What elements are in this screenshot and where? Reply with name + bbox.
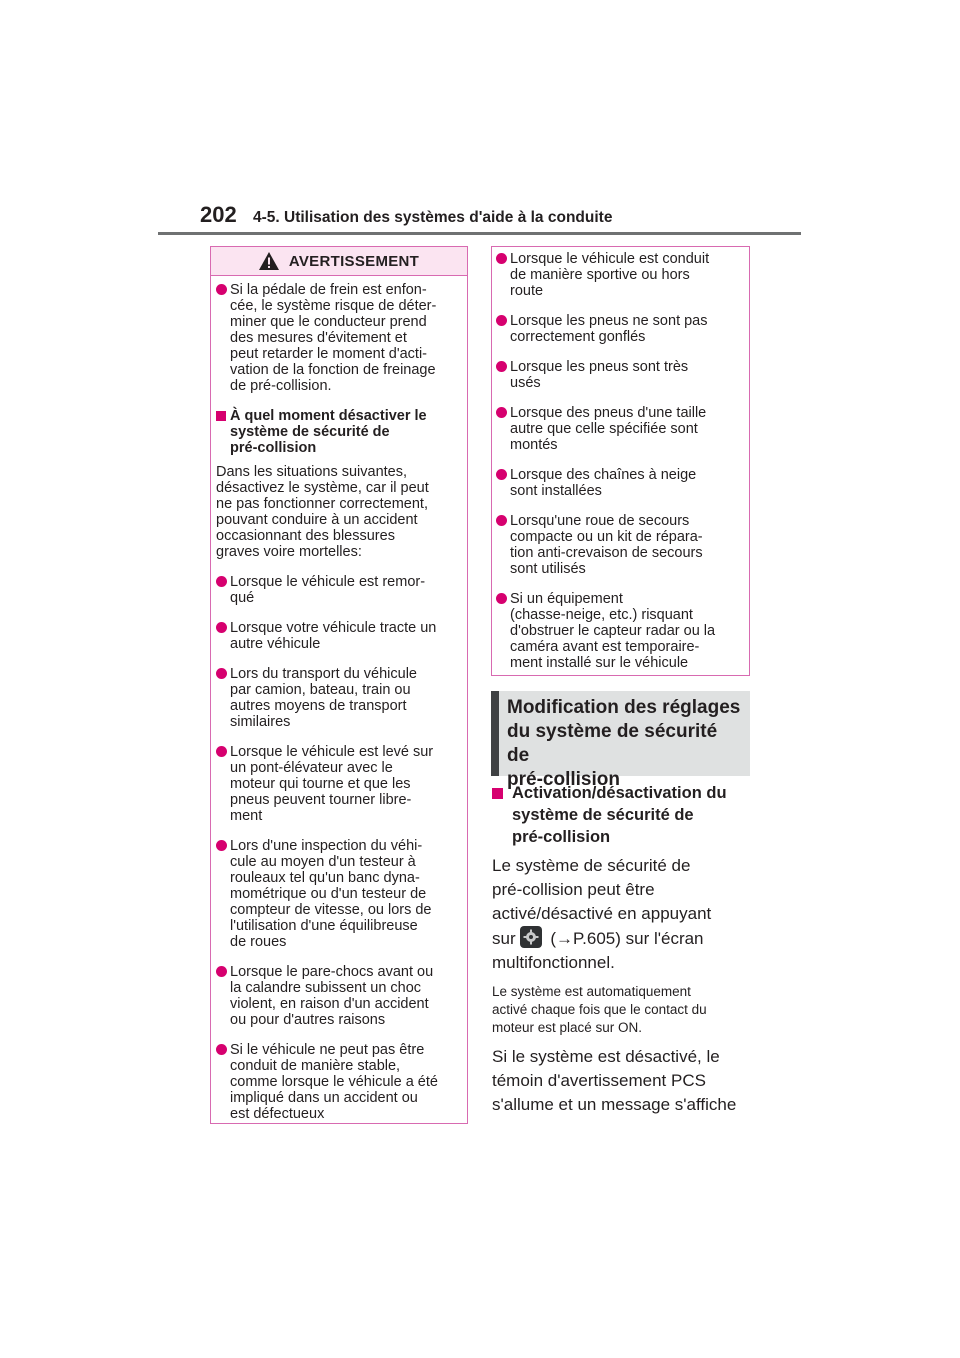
bullet-dot-icon <box>496 469 507 480</box>
list-item: Lorsque le véhicule est remor- qué <box>216 574 459 606</box>
list-item: Lorsque le véhicule est levé sur un pont-élévateur avec le moteur qui tourne et que les pneus peuvent tourner libre- ment <box>216 744 459 824</box>
warning-subheading: À quel moment désactiver le système de sécurité de pré-collision <box>216 408 459 456</box>
warning-header <box>211 247 467 276</box>
right-column <box>492 782 754 1117</box>
section-heading: Modification des réglages du système de sécurité de pré-collision <box>491 691 750 776</box>
bullet-dot-icon <box>216 746 227 757</box>
bullet-dot-icon <box>496 515 507 526</box>
list-item: Lorsqu'une roue de secours compacte ou un kit de répara- tion anti-crevaison de secours sont utilisés <box>496 513 741 577</box>
list-item: Lors d'une inspection du véhi- cule au moyen d'un testeur à rouleaux tel qu'un banc dyna- mométrique ou d'un testeur de compteur de vitesse, ou lors de l'utilisation d'une équilibreuse de roues <box>216 838 459 950</box>
bullet-dot-icon <box>216 668 227 679</box>
bullet-dot-icon <box>216 1044 227 1055</box>
list-item: Lorsque des pneus d'une taille autre que celle spécifiée sont montés <box>496 405 741 453</box>
warning-box-right <box>491 246 750 676</box>
list-item: Lorsque votre véhicule tracte un autre véhicule <box>216 620 459 652</box>
bullet-dot-icon <box>496 253 507 264</box>
page-number: 202 <box>200 202 237 227</box>
bullet-dot-icon <box>216 966 227 977</box>
bullet-dot-icon <box>496 407 507 418</box>
list-item: Lorsque le pare-chocs avant ou la calandre subissent un choc violent, en raison d'un accident ou pour d'autres raisons <box>216 964 459 1028</box>
bullet-dot-icon <box>216 840 227 851</box>
list-item: Lors du transport du véhicule par camion, bateau, train ou autres moyens de transport similaires <box>216 666 459 730</box>
list-item: Si un équipement (chasse-neige, etc.) risquant d'obstruer le capteur radar ou la caméra avant est temporaire- ment installé sur le véhicule <box>496 591 741 671</box>
section-closing: Si le système est désactivé, le témoin d'avertissement PCS s'allume et un message s'affiche <box>492 1047 737 1114</box>
bullet-dot-icon <box>496 593 507 604</box>
square-bullet-icon <box>216 411 226 421</box>
warning-intro-bullet: Si la pédale de frein est enfon- cée, le système risque de déter- miner que le conducteur prend des mesures d'évitement et peut retarder le moment d'acti- vation de la fonction de freinage de pré-collision. <box>216 282 459 394</box>
warning-title: AVERTISSEMENT <box>288 252 420 270</box>
list-item: Si le véhicule ne peut pas être conduit de manière stable, comme lorsque le véhicule a été impliqué dans un accident ou est défectueux <box>216 1042 459 1122</box>
warning-box-left <box>210 246 468 1124</box>
section-body: Le système de sécurité de pré-collision peut être activé/désactivé en appuyant sur (→P.605) sur l'écran multifonctionnel. <box>492 856 712 972</box>
bullet-dot-icon <box>496 361 507 372</box>
header-rule <box>158 232 801 235</box>
warning-triangle-icon <box>259 252 279 270</box>
list-item: Lorsque les pneus sont très usés <box>496 359 741 391</box>
warning-paragraph: Dans les situations suivantes, désactivez le système, car il peut ne pas fonctionner correctement, pouvant conduire à un accident occasionnant des blessures graves voire mortelles: <box>216 464 429 560</box>
section-title: 4-5. Utilisation des systèmes d'aide à la conduite <box>253 209 613 226</box>
bullet-dot-icon <box>496 315 507 326</box>
list-item: Lorsque le véhicule est conduit de manière sportive ou hors route <box>496 251 741 299</box>
list-item: Lorsque des chaînes à neige sont installées <box>496 467 741 499</box>
list-item: Lorsque les pneus ne sont pas correctement gonflés <box>496 313 741 345</box>
square-bullet-icon <box>492 788 503 799</box>
bullet-dot-icon <box>216 284 227 295</box>
bullet-dot-icon <box>216 576 227 587</box>
settings-gear-icon <box>520 926 542 948</box>
section-subheading: Activation/désactivation du système de sécurité de pré-collision <box>492 782 754 848</box>
section-note: Le système est automatiquement activé chaque fois que le contact du moteur est placé sur ON. <box>492 984 707 1035</box>
bullet-dot-icon <box>216 622 227 633</box>
